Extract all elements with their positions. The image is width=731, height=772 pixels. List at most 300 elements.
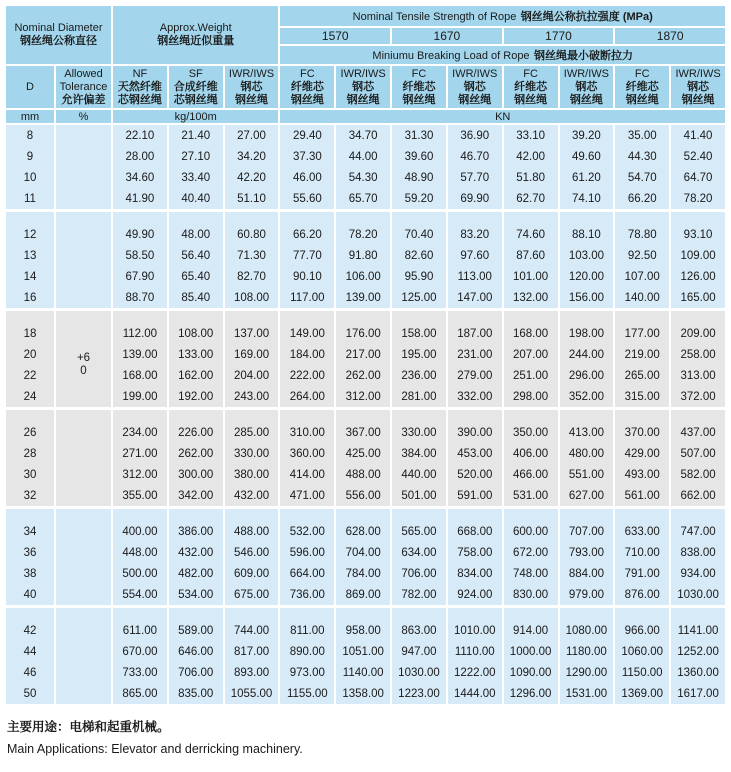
col-nf-core: NF 天然纤维 芯钢丝绳 bbox=[112, 65, 168, 109]
col-fc-1870: FC 纤维芯 钢丝绳 bbox=[614, 65, 670, 109]
diameter-cell: 38 bbox=[5, 563, 55, 584]
spacer-cell bbox=[447, 310, 503, 324]
value-cell: 60.80 bbox=[224, 224, 280, 245]
value-cell: 675.00 bbox=[224, 584, 280, 607]
value-cell: 258.00 bbox=[670, 344, 726, 365]
rope-size-group-12-16 bbox=[5, 211, 726, 310]
table-row bbox=[5, 386, 726, 409]
value-cell: 386.00 bbox=[168, 521, 224, 542]
value-cell: 501.00 bbox=[391, 485, 447, 508]
value-cell: 156.00 bbox=[559, 287, 615, 310]
value-cell: 137.00 bbox=[224, 323, 280, 344]
header-approx-weight: Approx.Weight 钢丝绳近似重量 bbox=[112, 5, 279, 65]
value-cell: 39.20 bbox=[559, 124, 615, 146]
value-cell: 139.00 bbox=[112, 344, 168, 365]
value-cell: 934.00 bbox=[670, 563, 726, 584]
value-cell: 57.70 bbox=[447, 167, 503, 188]
value-cell: 834.00 bbox=[447, 563, 503, 584]
spacer-cell bbox=[279, 607, 335, 621]
spacer-cell bbox=[112, 310, 168, 324]
value-cell: 565.00 bbox=[391, 521, 447, 542]
value-cell: 126.00 bbox=[670, 266, 726, 287]
table-row bbox=[5, 443, 726, 464]
diameter-cell: 10 bbox=[5, 167, 55, 188]
value-cell: 390.00 bbox=[447, 422, 503, 443]
value-cell: 979.00 bbox=[559, 584, 615, 607]
value-cell: 330.00 bbox=[224, 443, 280, 464]
group-spacer-row bbox=[5, 607, 726, 621]
value-cell: 204.00 bbox=[224, 365, 280, 386]
value-cell: 103.00 bbox=[559, 245, 615, 266]
diameter-cell: 13 bbox=[5, 245, 55, 266]
value-cell: 112.00 bbox=[112, 323, 168, 344]
value-cell: 1055.00 bbox=[224, 683, 280, 704]
value-cell: 835.00 bbox=[168, 683, 224, 704]
value-cell: 747.00 bbox=[670, 521, 726, 542]
rope-size-group-34-40 bbox=[5, 508, 726, 607]
value-cell: 500.00 bbox=[112, 563, 168, 584]
value-cell: 22.10 bbox=[112, 124, 168, 146]
diameter-cell: 44 bbox=[5, 641, 55, 662]
value-cell: 784.00 bbox=[335, 563, 391, 584]
rope-table bbox=[4, 4, 727, 704]
value-cell: 42.20 bbox=[224, 167, 280, 188]
value-cell: 782.00 bbox=[391, 584, 447, 607]
value-cell: 582.00 bbox=[670, 464, 726, 485]
value-cell: 219.00 bbox=[614, 344, 670, 365]
value-cell: 1444.00 bbox=[447, 683, 503, 704]
value-cell: 664.00 bbox=[279, 563, 335, 584]
spacer-cell bbox=[224, 508, 280, 522]
value-cell: 65.40 bbox=[168, 266, 224, 287]
value-cell: 947.00 bbox=[391, 641, 447, 662]
table-row bbox=[5, 464, 726, 485]
value-cell: 139.00 bbox=[335, 287, 391, 310]
value-cell: 1369.00 bbox=[614, 683, 670, 704]
value-cell: 108.00 bbox=[224, 287, 280, 310]
value-cell: 330.00 bbox=[391, 422, 447, 443]
value-cell: 448.00 bbox=[112, 542, 168, 563]
value-cell: 414.00 bbox=[279, 464, 335, 485]
table-header bbox=[5, 5, 726, 124]
spacer-cell bbox=[559, 409, 615, 423]
col-iwr-1670: IWR/IWS 钢芯 钢丝绳 bbox=[447, 65, 503, 109]
table-row bbox=[5, 422, 726, 443]
value-cell: 830.00 bbox=[503, 584, 559, 607]
spacer-cell bbox=[55, 508, 112, 522]
value-cell: 78.20 bbox=[670, 188, 726, 211]
value-cell: 67.90 bbox=[112, 266, 168, 287]
col-iwr-1570: IWR/IWS 钢芯 钢丝绳 bbox=[335, 65, 391, 109]
value-cell: 59.20 bbox=[391, 188, 447, 211]
value-cell: 1360.00 bbox=[670, 662, 726, 683]
diameter-cell: 40 bbox=[5, 584, 55, 607]
value-cell: 168.00 bbox=[112, 365, 168, 386]
value-cell: 90.10 bbox=[279, 266, 335, 287]
value-cell: 222.00 bbox=[279, 365, 335, 386]
value-cell: 147.00 bbox=[447, 287, 503, 310]
value-cell: 46.00 bbox=[279, 167, 335, 188]
spacer-cell bbox=[279, 310, 335, 324]
diameter-cell: 20 bbox=[5, 344, 55, 365]
table-row bbox=[5, 266, 726, 287]
spacer-cell bbox=[391, 409, 447, 423]
value-cell: 31.30 bbox=[391, 124, 447, 146]
value-cell: 54.70 bbox=[614, 167, 670, 188]
value-cell: 437.00 bbox=[670, 422, 726, 443]
table-row bbox=[5, 188, 726, 211]
value-cell: 132.00 bbox=[503, 287, 559, 310]
rope-size-group-18-24 bbox=[5, 310, 726, 409]
value-cell: 88.70 bbox=[112, 287, 168, 310]
tolerance-cell bbox=[55, 422, 112, 508]
table-row bbox=[5, 124, 726, 146]
table-row bbox=[5, 542, 726, 563]
spacer-cell bbox=[559, 508, 615, 522]
value-cell: 88.10 bbox=[559, 224, 615, 245]
footer-applications-zh: 主要用途：电梯和起重机械。 bbox=[7, 720, 170, 734]
diameter-cell: 42 bbox=[5, 620, 55, 641]
value-cell: 199.00 bbox=[112, 386, 168, 409]
grade-1670: 1670 bbox=[391, 27, 503, 45]
value-cell: 34.70 bbox=[335, 124, 391, 146]
value-cell: 133.00 bbox=[168, 344, 224, 365]
spacer-cell bbox=[5, 310, 55, 324]
spacer-cell bbox=[224, 310, 280, 324]
spacer-cell bbox=[168, 310, 224, 324]
value-cell: 83.20 bbox=[447, 224, 503, 245]
value-cell: 744.00 bbox=[224, 620, 280, 641]
value-cell: 226.00 bbox=[168, 422, 224, 443]
spacer-cell bbox=[335, 211, 391, 225]
value-cell: 817.00 bbox=[224, 641, 280, 662]
spacer-cell bbox=[447, 409, 503, 423]
spacer-cell bbox=[391, 310, 447, 324]
spacer-cell bbox=[224, 607, 280, 621]
tolerance-cell bbox=[55, 124, 112, 211]
unit-percent: % bbox=[55, 109, 112, 124]
value-cell: 556.00 bbox=[335, 485, 391, 508]
value-cell: 51.80 bbox=[503, 167, 559, 188]
value-cell: 332.00 bbox=[447, 386, 503, 409]
value-cell: 28.00 bbox=[112, 146, 168, 167]
spacer-cell bbox=[335, 310, 391, 324]
col-fc-1770: FC 纤维芯 钢丝绳 bbox=[503, 65, 559, 109]
value-cell: 1010.00 bbox=[447, 620, 503, 641]
value-cell: 453.00 bbox=[447, 443, 503, 464]
value-cell: 39.60 bbox=[391, 146, 447, 167]
col-iwr-weight: IWR/IWS 钢芯 钢丝绳 bbox=[224, 65, 280, 109]
value-cell: 262.00 bbox=[335, 365, 391, 386]
value-cell: 440.00 bbox=[391, 464, 447, 485]
value-cell: 298.00 bbox=[503, 386, 559, 409]
table-row bbox=[5, 563, 726, 584]
spacer-cell bbox=[503, 409, 559, 423]
spacer-cell bbox=[503, 310, 559, 324]
spacer-cell bbox=[559, 607, 615, 621]
header-breaking-load: Miniumu Breaking Load of Rope 钢丝绳最小破断拉力 bbox=[279, 45, 726, 65]
value-cell: 243.00 bbox=[224, 386, 280, 409]
spacer-cell bbox=[391, 607, 447, 621]
value-cell: 251.00 bbox=[503, 365, 559, 386]
diameter-cell: 18 bbox=[5, 323, 55, 344]
col-fc-1570: FC 纤维芯 钢丝绳 bbox=[279, 65, 335, 109]
spacer-cell bbox=[391, 211, 447, 225]
table-row bbox=[5, 485, 726, 508]
value-cell: 44.30 bbox=[614, 146, 670, 167]
value-cell: 488.00 bbox=[224, 521, 280, 542]
value-cell: 41.90 bbox=[112, 188, 168, 211]
value-cell: 646.00 bbox=[168, 641, 224, 662]
value-cell: 46.70 bbox=[447, 146, 503, 167]
value-cell: 74.60 bbox=[503, 224, 559, 245]
diameter-cell: 22 bbox=[5, 365, 55, 386]
value-cell: 710.00 bbox=[614, 542, 670, 563]
diameter-cell: 12 bbox=[5, 224, 55, 245]
value-cell: 87.60 bbox=[503, 245, 559, 266]
value-cell: 187.00 bbox=[447, 323, 503, 344]
value-cell: 37.30 bbox=[279, 146, 335, 167]
value-cell: 78.20 bbox=[335, 224, 391, 245]
diameter-cell: 11 bbox=[5, 188, 55, 211]
value-cell: 62.70 bbox=[503, 188, 559, 211]
value-cell: 1141.00 bbox=[670, 620, 726, 641]
table-row bbox=[5, 641, 726, 662]
spacer-cell bbox=[670, 607, 726, 621]
table-row bbox=[5, 683, 726, 704]
value-cell: 507.00 bbox=[670, 443, 726, 464]
value-cell: 108.00 bbox=[168, 323, 224, 344]
value-cell: 367.00 bbox=[335, 422, 391, 443]
value-cell: 29.40 bbox=[279, 124, 335, 146]
tolerance-cell bbox=[55, 224, 112, 310]
diameter-cell: 9 bbox=[5, 146, 55, 167]
value-cell: 1180.00 bbox=[559, 641, 615, 662]
table-row bbox=[5, 167, 726, 188]
group-spacer-row bbox=[5, 211, 726, 225]
header-nominal-diameter: Nominal Diameter 钢丝绳公称直径 bbox=[5, 5, 112, 65]
spacer-cell bbox=[391, 508, 447, 522]
tolerance-value: 0 bbox=[80, 365, 87, 377]
footer-applications-en: Main Applications: Elevator and derricking machinery. bbox=[7, 742, 303, 756]
value-cell: 71.30 bbox=[224, 245, 280, 266]
diameter-cell: 28 bbox=[5, 443, 55, 464]
value-cell: 838.00 bbox=[670, 542, 726, 563]
spacer-cell bbox=[168, 211, 224, 225]
spacer-cell bbox=[559, 310, 615, 324]
main-applications-note bbox=[7, 717, 731, 756]
spacer-cell bbox=[224, 409, 280, 423]
value-cell: 561.00 bbox=[614, 485, 670, 508]
value-cell: 736.00 bbox=[279, 584, 335, 607]
value-cell: 33.40 bbox=[168, 167, 224, 188]
value-cell: 106.00 bbox=[335, 266, 391, 287]
value-cell: 56.40 bbox=[168, 245, 224, 266]
value-cell: 554.00 bbox=[112, 584, 168, 607]
col-sf-core: SF 合成纤维 芯钢丝绳 bbox=[168, 65, 224, 109]
value-cell: 400.00 bbox=[112, 521, 168, 542]
value-cell: 1051.00 bbox=[335, 641, 391, 662]
value-cell: 48.90 bbox=[391, 167, 447, 188]
diameter-cell: 46 bbox=[5, 662, 55, 683]
value-cell: 633.00 bbox=[614, 521, 670, 542]
value-cell: 611.00 bbox=[112, 620, 168, 641]
table-row bbox=[5, 521, 726, 542]
value-cell: 91.80 bbox=[335, 245, 391, 266]
value-cell: 51.10 bbox=[224, 188, 280, 211]
value-cell: 64.70 bbox=[670, 167, 726, 188]
value-cell: 66.20 bbox=[279, 224, 335, 245]
value-cell: 207.00 bbox=[503, 344, 559, 365]
value-cell: 425.00 bbox=[335, 443, 391, 464]
value-cell: 634.00 bbox=[391, 542, 447, 563]
value-cell: 1617.00 bbox=[670, 683, 726, 704]
value-cell: 236.00 bbox=[391, 365, 447, 386]
value-cell: 1155.00 bbox=[279, 683, 335, 704]
header-tensile-strength: Nominal Tensile Strength of Rope 钢丝绳公称抗拉强度 (MPa) bbox=[279, 5, 726, 27]
value-cell: 300.00 bbox=[168, 464, 224, 485]
value-cell: 1296.00 bbox=[503, 683, 559, 704]
value-cell: 1140.00 bbox=[335, 662, 391, 683]
value-cell: 296.00 bbox=[559, 365, 615, 386]
col-iwr-1770: IWR/IWS 钢芯 钢丝绳 bbox=[559, 65, 615, 109]
value-cell: 482.00 bbox=[168, 563, 224, 584]
tolerance-cell bbox=[55, 620, 112, 704]
spacer-cell bbox=[224, 211, 280, 225]
grade-1870: 1870 bbox=[614, 27, 726, 45]
value-cell: 184.00 bbox=[279, 344, 335, 365]
value-cell: 176.00 bbox=[335, 323, 391, 344]
value-cell: 384.00 bbox=[391, 443, 447, 464]
table-row bbox=[5, 662, 726, 683]
value-cell: 893.00 bbox=[224, 662, 280, 683]
value-cell: 162.00 bbox=[168, 365, 224, 386]
value-cell: 1223.00 bbox=[391, 683, 447, 704]
grade-1570: 1570 bbox=[279, 27, 391, 45]
value-cell: 55.60 bbox=[279, 188, 335, 211]
col-tolerance: Allowed Tolerance 允许偏差 bbox=[55, 65, 112, 109]
spacer-cell bbox=[279, 409, 335, 423]
spacer-cell bbox=[670, 211, 726, 225]
value-cell: 406.00 bbox=[503, 443, 559, 464]
value-cell: 488.00 bbox=[335, 464, 391, 485]
spacer-cell bbox=[168, 409, 224, 423]
value-cell: 413.00 bbox=[559, 422, 615, 443]
value-cell: 532.00 bbox=[279, 521, 335, 542]
spacer-cell bbox=[503, 211, 559, 225]
spacer-cell bbox=[168, 508, 224, 522]
table-row bbox=[5, 584, 726, 607]
value-cell: 372.00 bbox=[670, 386, 726, 409]
spacer-cell bbox=[112, 211, 168, 225]
value-cell: 531.00 bbox=[503, 485, 559, 508]
value-cell: 49.60 bbox=[559, 146, 615, 167]
spacer-cell bbox=[279, 508, 335, 522]
value-cell: 78.80 bbox=[614, 224, 670, 245]
value-cell: 1290.00 bbox=[559, 662, 615, 683]
value-cell: 370.00 bbox=[614, 422, 670, 443]
value-cell: 733.00 bbox=[112, 662, 168, 683]
value-cell: 195.00 bbox=[391, 344, 447, 365]
value-cell: 262.00 bbox=[168, 443, 224, 464]
value-cell: 591.00 bbox=[447, 485, 503, 508]
table-row bbox=[5, 287, 726, 310]
value-cell: 149.00 bbox=[279, 323, 335, 344]
value-cell: 49.90 bbox=[112, 224, 168, 245]
value-cell: 876.00 bbox=[614, 584, 670, 607]
value-cell: 117.00 bbox=[279, 287, 335, 310]
diameter-cell: 36 bbox=[5, 542, 55, 563]
spacer-cell bbox=[670, 310, 726, 324]
value-cell: 668.00 bbox=[447, 521, 503, 542]
value-cell: 432.00 bbox=[168, 542, 224, 563]
value-cell: 466.00 bbox=[503, 464, 559, 485]
table-row bbox=[5, 365, 726, 386]
spacer-cell bbox=[614, 508, 670, 522]
value-cell: 312.00 bbox=[112, 464, 168, 485]
value-cell: 315.00 bbox=[614, 386, 670, 409]
value-cell: 793.00 bbox=[559, 542, 615, 563]
value-cell: 313.00 bbox=[670, 365, 726, 386]
value-cell: 44.00 bbox=[335, 146, 391, 167]
spacer-cell bbox=[503, 607, 559, 621]
value-cell: 41.40 bbox=[670, 124, 726, 146]
table-row bbox=[5, 344, 726, 365]
diameter-cell: 34 bbox=[5, 521, 55, 542]
col-iwr-1870: IWR/IWS 钢芯 钢丝绳 bbox=[670, 65, 726, 109]
spacer-cell bbox=[5, 508, 55, 522]
value-cell: 1150.00 bbox=[614, 662, 670, 683]
spacer-cell bbox=[447, 211, 503, 225]
spacer-cell bbox=[168, 607, 224, 621]
value-cell: 209.00 bbox=[670, 323, 726, 344]
value-cell: 546.00 bbox=[224, 542, 280, 563]
value-cell: 670.00 bbox=[112, 641, 168, 662]
value-cell: 312.00 bbox=[335, 386, 391, 409]
table-row bbox=[5, 620, 726, 641]
value-cell: 70.40 bbox=[391, 224, 447, 245]
value-cell: 34.60 bbox=[112, 167, 168, 188]
value-cell: 706.00 bbox=[391, 563, 447, 584]
spacer-cell bbox=[670, 409, 726, 423]
value-cell: 1110.00 bbox=[447, 641, 503, 662]
spacer-cell bbox=[112, 607, 168, 621]
value-cell: 520.00 bbox=[447, 464, 503, 485]
diameter-cell: 26 bbox=[5, 422, 55, 443]
group-spacer-row bbox=[5, 409, 726, 423]
value-cell: 231.00 bbox=[447, 344, 503, 365]
value-cell: 890.00 bbox=[279, 641, 335, 662]
spacer-cell bbox=[447, 607, 503, 621]
spacer-cell bbox=[614, 607, 670, 621]
table-row bbox=[5, 146, 726, 167]
value-cell: 92.50 bbox=[614, 245, 670, 266]
diameter-cell: 30 bbox=[5, 464, 55, 485]
rope-size-group-26-32 bbox=[5, 409, 726, 508]
spacer-cell bbox=[447, 508, 503, 522]
table-row bbox=[5, 323, 726, 344]
value-cell: 169.00 bbox=[224, 344, 280, 365]
spacer-cell bbox=[335, 409, 391, 423]
value-cell: 265.00 bbox=[614, 365, 670, 386]
spacer-cell bbox=[55, 310, 112, 324]
spacer-cell bbox=[559, 211, 615, 225]
value-cell: 36.90 bbox=[447, 124, 503, 146]
value-cell: 707.00 bbox=[559, 521, 615, 542]
value-cell: 109.00 bbox=[670, 245, 726, 266]
spacer-cell bbox=[335, 607, 391, 621]
value-cell: 234.00 bbox=[112, 422, 168, 443]
